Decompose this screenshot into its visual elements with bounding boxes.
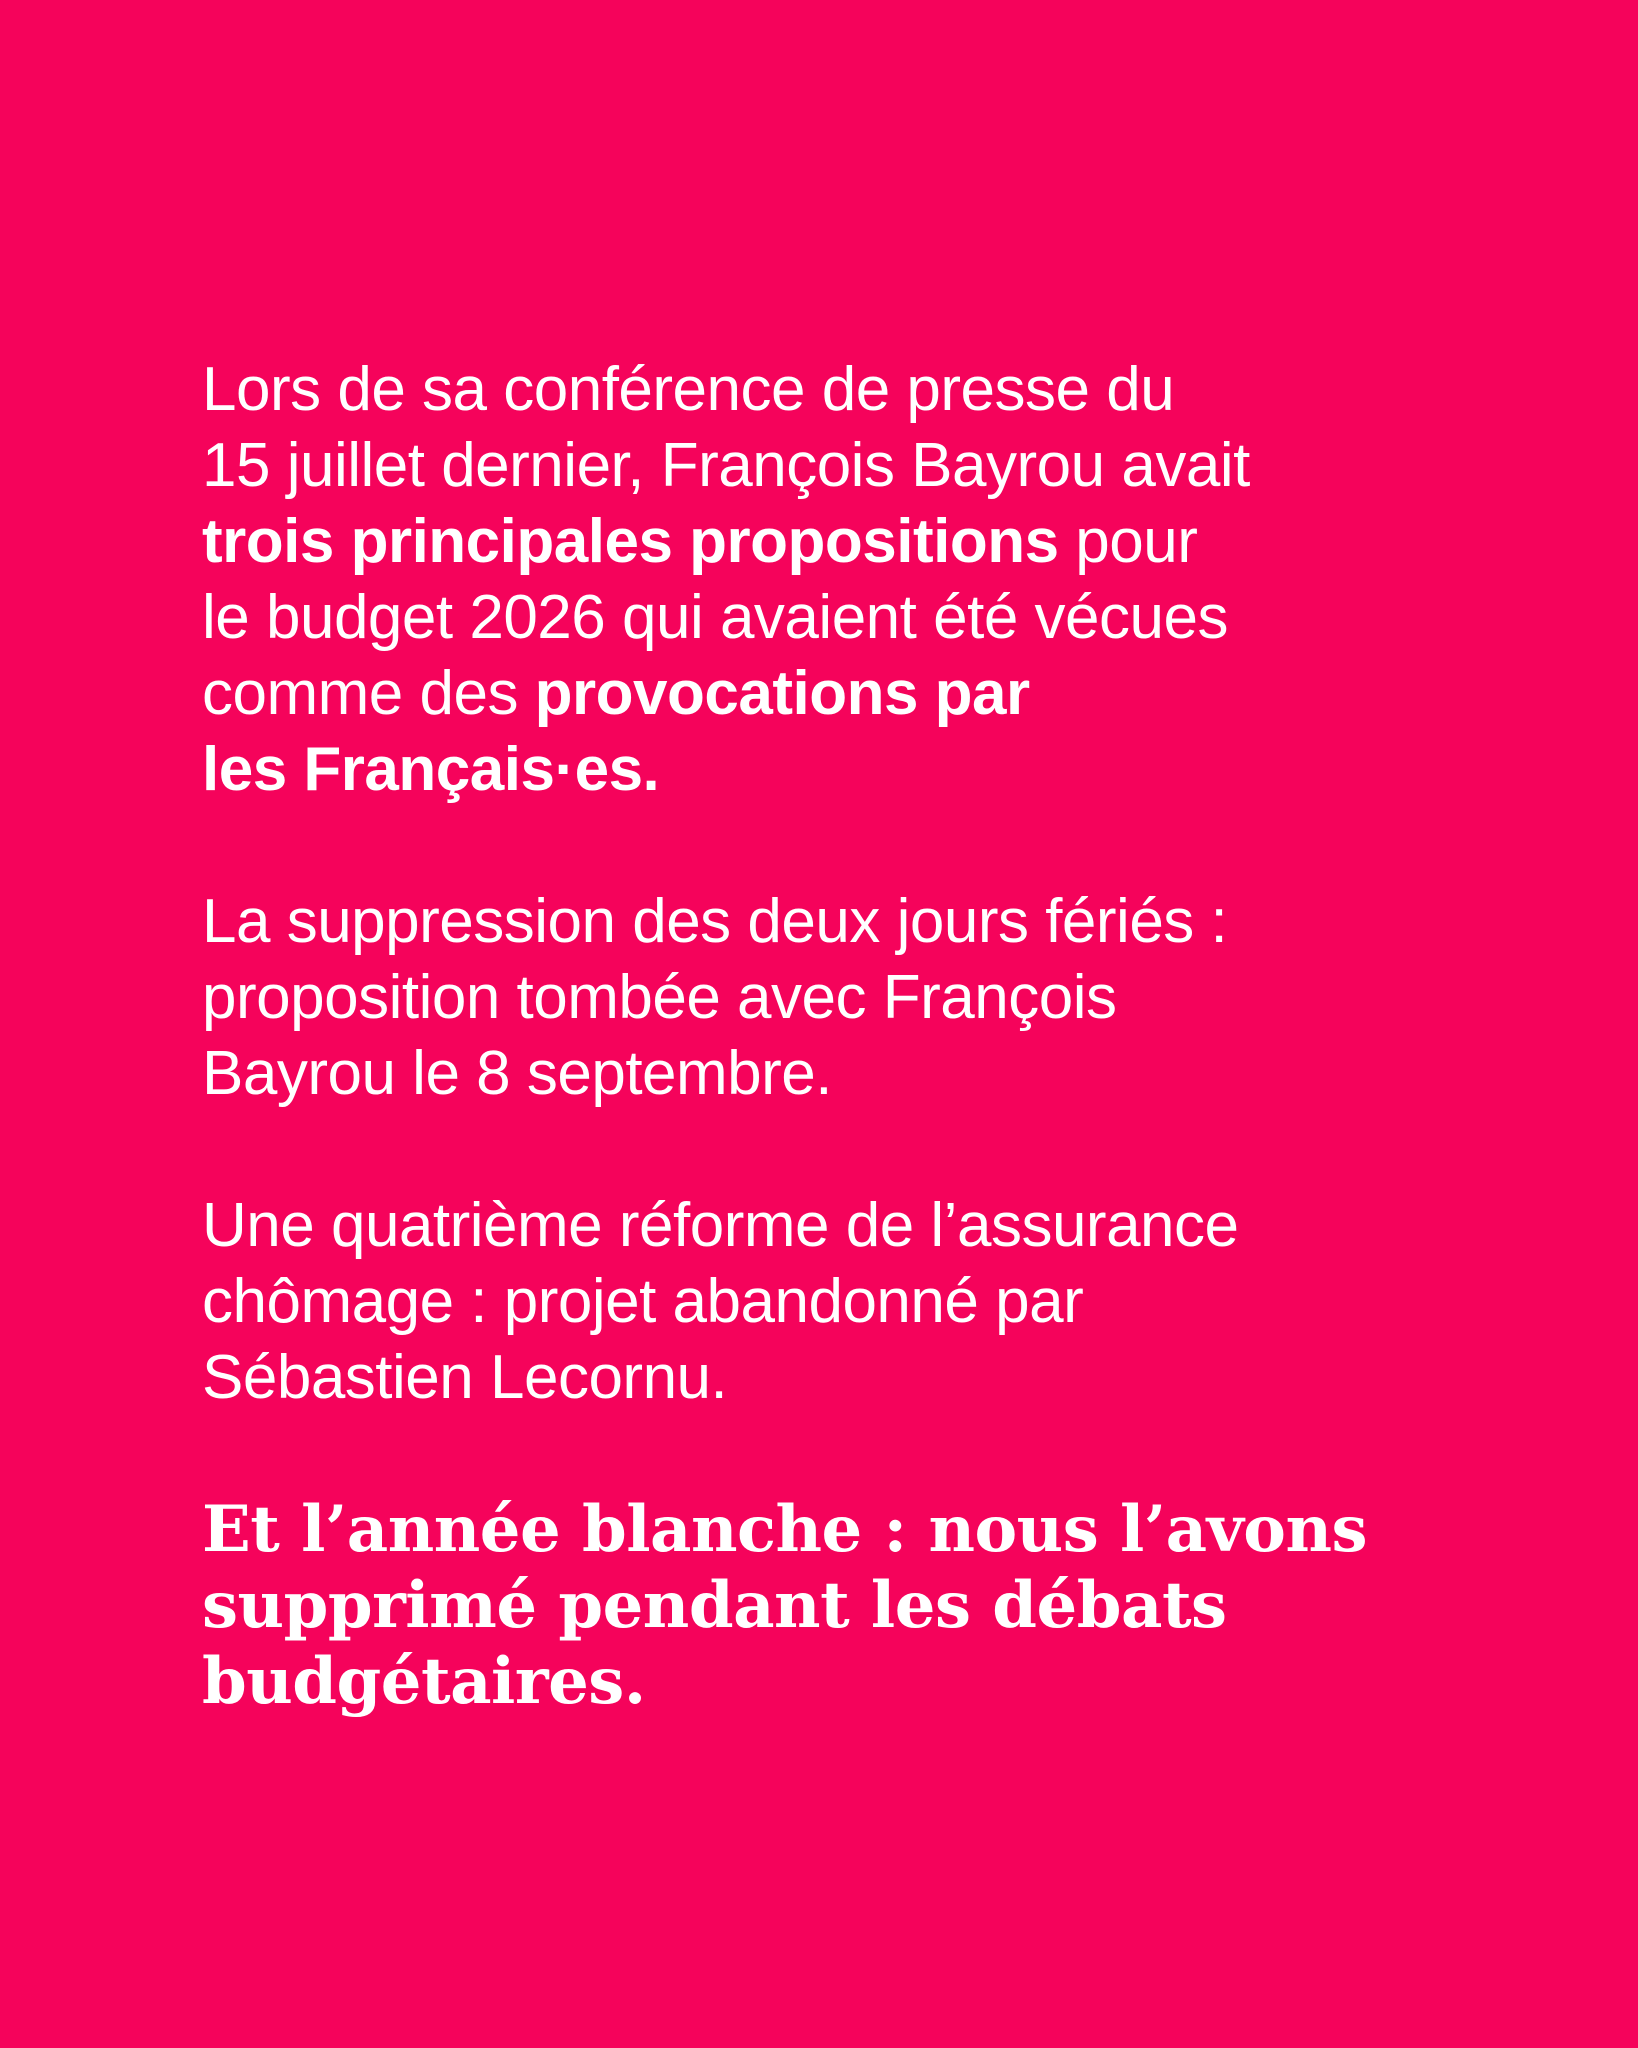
holidays-line: proposition tombée avec François <box>202 963 1117 1032</box>
intro-line <box>202 732 1522 808</box>
intro-text: comme des <box>202 659 535 728</box>
intro-paragraph <box>202 352 1522 808</box>
unemployment-line: Une quatrième réforme de l’assurance <box>202 1191 1239 1260</box>
paragraph-spacer <box>202 1112 1522 1188</box>
post-text-block <box>202 352 1522 1720</box>
unemployment-line: chômage : projet abandonné par <box>202 1267 1084 1336</box>
holidays-paragraph <box>202 884 1522 1112</box>
holidays-line: Bayrou le 8 septembre. <box>202 1039 833 1108</box>
conclusion-line: Et l’année blanche : nous l’avons <box>202 1492 1367 1567</box>
paragraph-spacer <box>202 1416 1522 1492</box>
intro-line: Lors de sa conférence de presse du <box>202 355 1175 424</box>
holidays-line: La suppression des deux jours fériés : <box>202 887 1228 956</box>
unemployment-line: Sébastien Lecornu. <box>202 1343 728 1412</box>
emphasis-text: trois principales propositions <box>202 507 1059 576</box>
conclusion-paragraph <box>202 1492 1522 1720</box>
paragraph-spacer <box>202 808 1522 884</box>
unemployment-paragraph <box>202 1188 1522 1416</box>
intro-line: 15 juillet dernier, François Bayrou avait <box>202 431 1250 500</box>
emphasis-text: provocations par <box>534 659 1030 728</box>
emphasis-text: les Français·es. <box>202 735 660 804</box>
intro-line: le budget 2026 qui avaient été vécues <box>202 583 1228 652</box>
intro-text: pour <box>1058 507 1198 576</box>
conclusion-line: budgétaires. <box>202 1644 646 1719</box>
conclusion-line: supprimé pendant les débats <box>202 1568 1227 1643</box>
intro-line <box>202 504 1522 580</box>
intro-line <box>202 656 1522 732</box>
